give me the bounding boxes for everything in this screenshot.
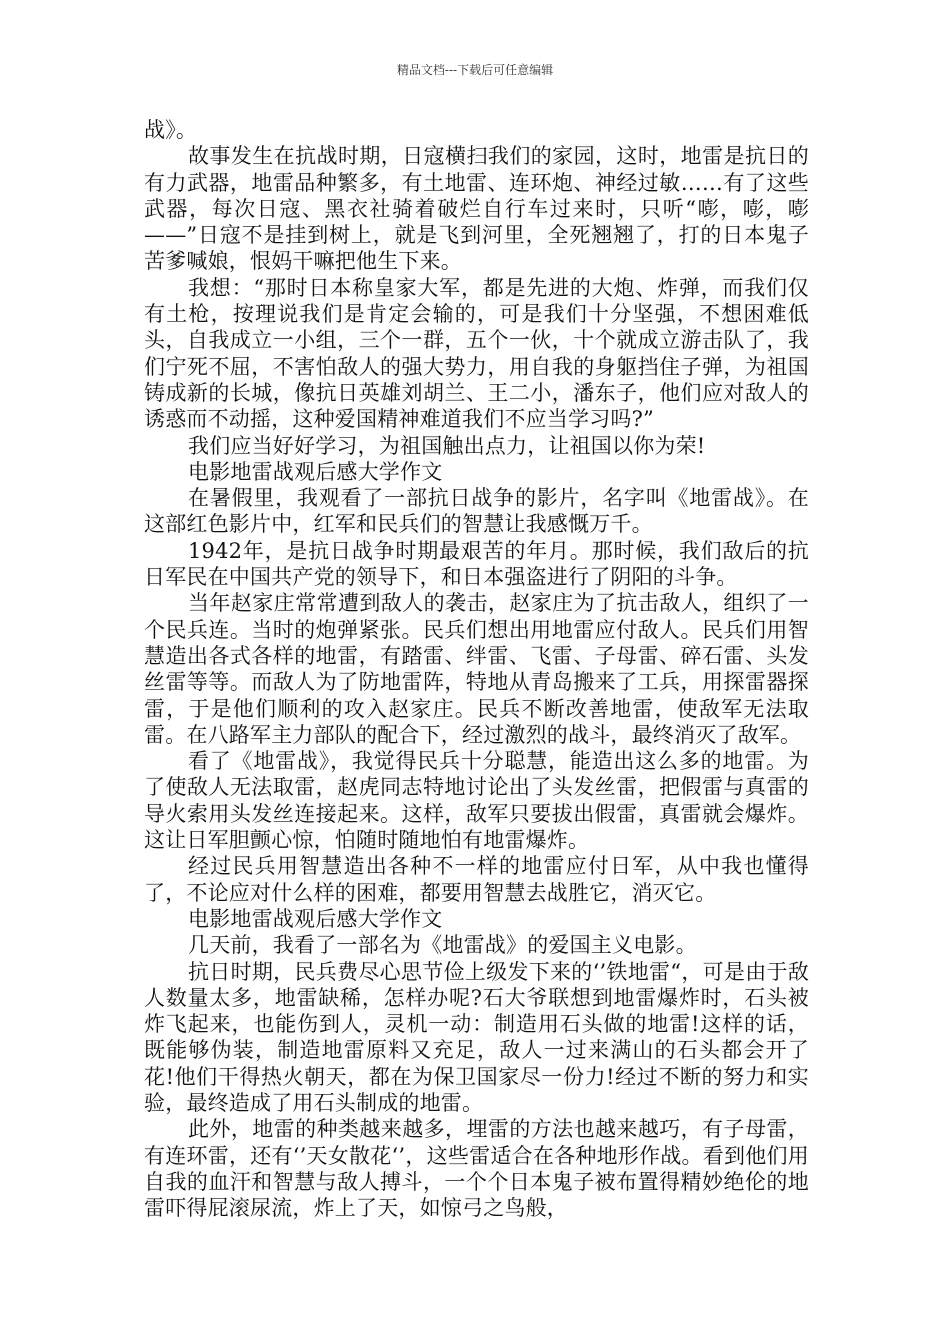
section-heading: 电影地雷战观后感大学作文 [188,906,443,931]
paragraph: 看了《地雷战》，我觉得民兵十分聪慧，能造出这么多的地雷。为了使敌人无法取雷，赵虎同志特地讨论出了头发丝雷，把假雷与真雷的导火索用头发丝连接起来。这样，敌军只要拔出假雷，真雷就会爆炸。这让日军胆颤心惊，怕随时随地怕有地雷爆炸。 [144,749,809,853]
paragraph: 我们应当好好学习，为祖国触出点力，让祖国以你为荣! [188,433,706,458]
paragraph: 当年赵家庄常常遭到敌人的袭击，赵家庄为了抗击敌人，组织了一个民兵连。当时的炮弹紧张。民兵们想出用地雷应付敌人。民兵们用智慧造出各式各样的地雷，有踏雷、绊雷、飞雷、子母雷、碎石雷、头发丝雷等等。而敌人为了防地雷阵，特地从青岛搬来了工兵，用探雷器探雷，于是他们顺利的攻入赵家庄。民兵不断改善地雷，使敌军无法取雷。在八路军主力部队的配合下，经过激烈的战斗，最终消灭了敌军。 [144,591,809,747]
paragraph: 战》。 [144,118,198,142]
section-heading: 电影地雷战观后感大学作文 [188,459,443,484]
paragraph: 几天前，我看了一部名为《地雷战》的爱国主义电影。 [188,933,697,958]
paragraph: 抗日时期，民兵费尽心思节俭上级发下来的‘’铁地雷“，可是由于敌人数量太多，地雷缺稀，怎样办呢?石大爷联想到地雷爆炸时，石头被炸飞起来，也能伤到人，灵机一动：制造用石头做的地雷!这样的话，既能够伪装，制造地雷原料又充足，敌人一过来满山的石头都会开了花!他们干得热火朝天，都在为保卫国家尽一份力!经过不断的努力和实验，最终造成了用石头制成的地雷。 [144,959,809,1115]
paragraph: 此外，地雷的种类越来越多，埋雷的方法也越来越巧，有子母雷，有连环雷，还有‘’天女散花‘’，这些雷适合在各种地形作战。看到他们用自我的血汗和智慧与敌人搏斗，一个个日本鬼子被布置得精妙绝伦的地雷吓得屁滚尿流，炸上了天，如惊弓之鸟般， [144,1117,809,1221]
page-header: 精品文档---下载后可任意编辑 [396,63,554,77]
document-body [144,117,809,1221]
paragraph: 在暑假里，我观看了一部抗日战争的影片，名字叫《地雷战》。在这部红色影片中，红军和民兵们的智慧让我感慨万千。 [144,486,809,537]
paragraph: 我想：“那时日本称皇家大军，都是先进的大炮、炸弹，而我们仅有土枪，按理说我们是肯定会输的，可是我们十分坚强，不想困难低头，自我成立一小组，三个一群，五个一伙，十个就成立游击队了，我们宁死不屈，不害怕敌人的强大势力，用自我的身躯挡住子弹，为祖国铸成新的长城，像抗日英雄刘胡兰、王二小，潘东子，他们应对敌人的诱惑而不动摇，这种爱国精神难道我们不应当学习吗?” [144,275,809,432]
paragraph: 1942年，是抗日战争时期最艰苦的年月。那时候，我们敌后的抗日军民在中国共产党的领导下，和日本强盗进行了阴阳的斗争。 [144,538,809,590]
paragraph: 故事发生在抗战时期，日寇横扫我们的家园，这时，地雷是抗日的有力武器，地雷品种繁多，有土地雷、连环炮、神经过敏……有了这些武器，每次日寇、黑衣社骑着破烂自行车过来时，只听“嘭，嘭，嘭——”日寇不是挂到树上，就是飞到河里，全死翘翘了，打的日本鬼子苦爹喊娘，恨妈干嘛把他生下来。 [144,144,809,274]
paragraph: 经过民兵用智慧造出各种不一样的地雷应付日军，从中我也懂得了，不论应对什么样的困难，都要用智慧去战胜它，消灭它。 [144,854,809,905]
